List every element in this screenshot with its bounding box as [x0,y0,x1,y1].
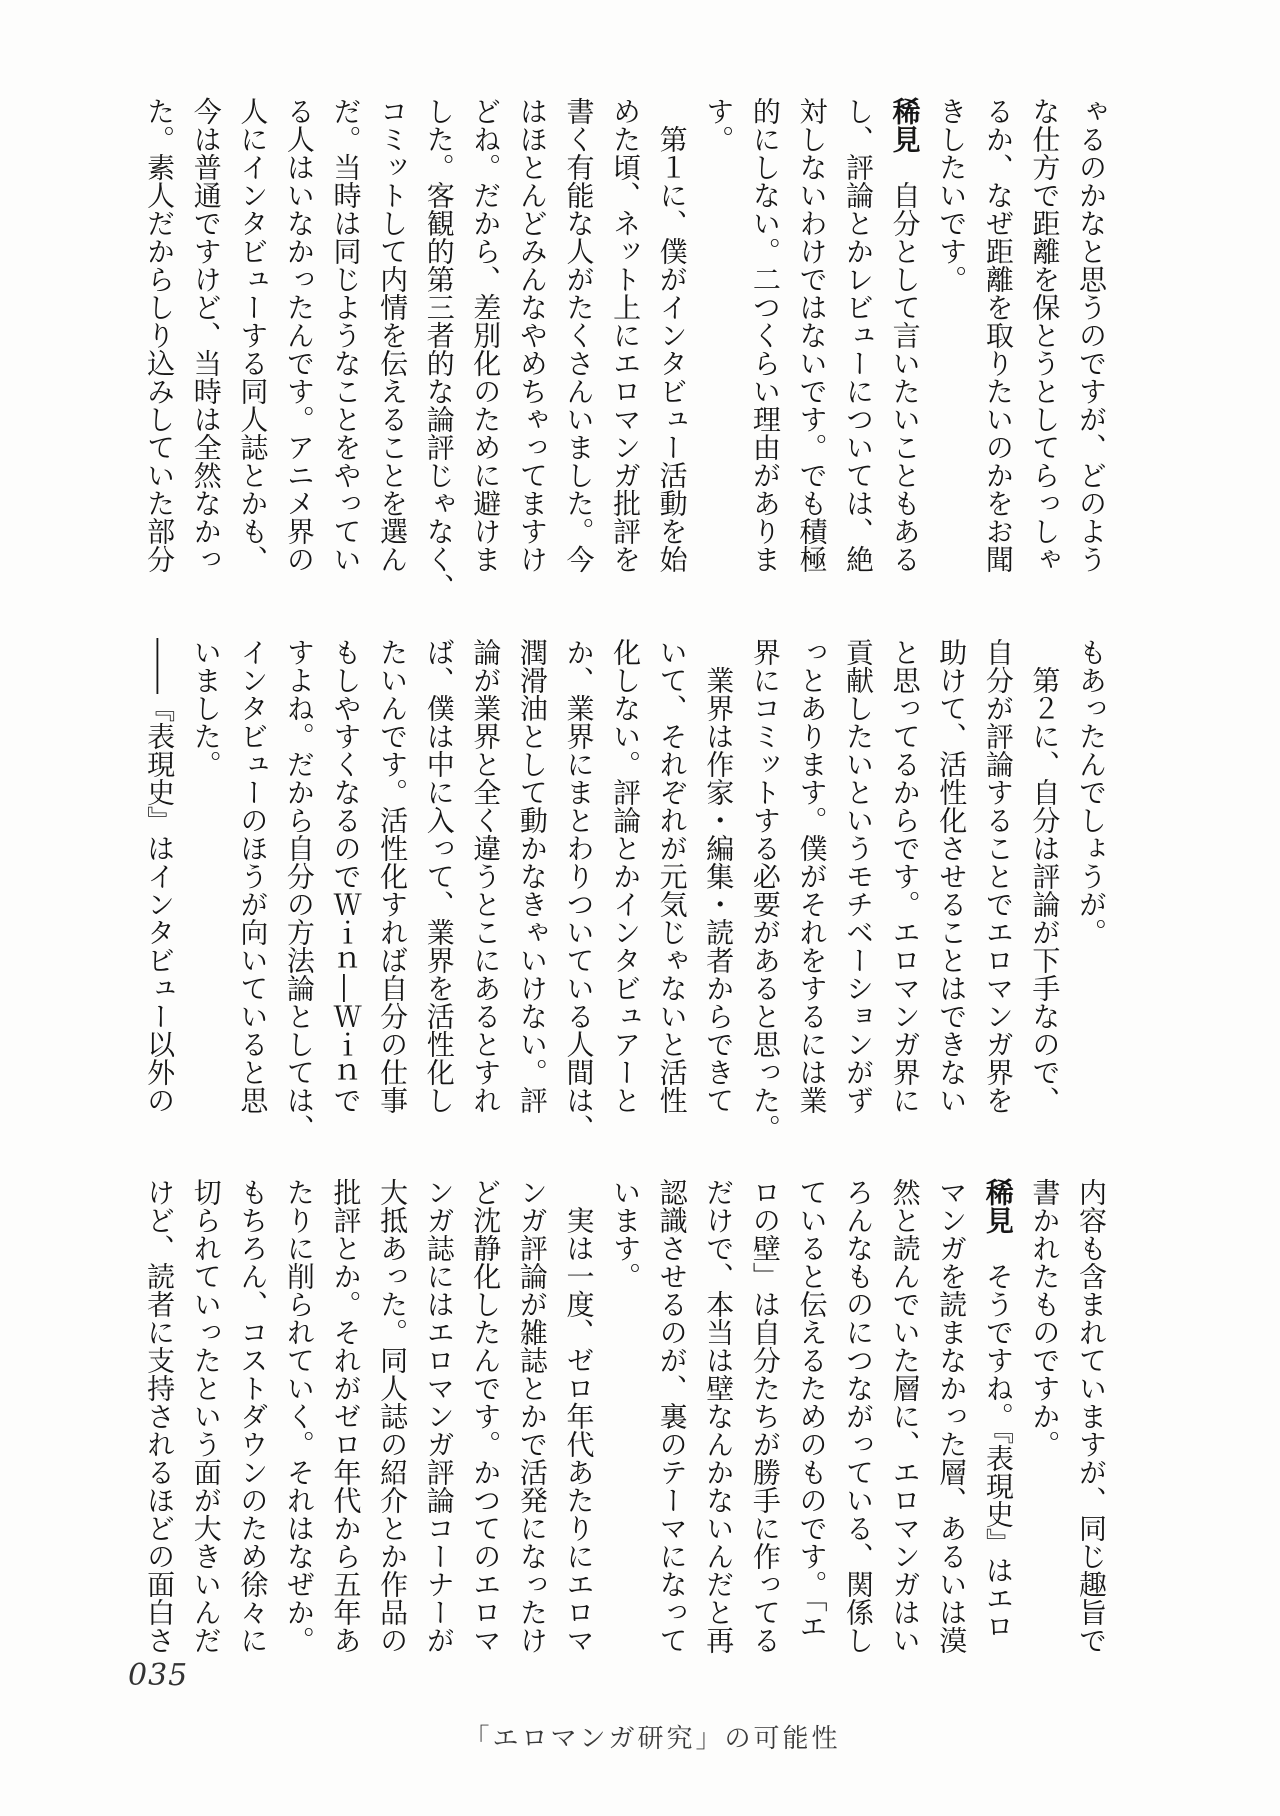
text-column: る人はいなかったんです。アニメ界の [282,97,316,573]
text-column: か、業界にまとわりついている人間は、 [562,638,596,1142]
text-column: ば、僕は中に入って、業界を活性化し [422,638,456,1114]
text-column: 認識させるのが、裏のテーマになって [655,1178,689,1654]
text-column: います。 [609,1178,643,1290]
text-column: 内容も含まれていますが、同じ趣旨で [1075,1178,1108,1654]
text-column: ンガ誌にはエロマンガ評論コーナーが [422,1178,456,1654]
speech-text: 自分として言いたいこともある [888,153,922,573]
text-column: だ。当時は同じようなことをやってい [329,97,363,573]
text-column: きしたいです。 [935,97,969,293]
text-column: 的にしない。二つくらい理由がありま [748,97,782,573]
bottom-tier [134,1178,1114,1654]
speaker-label: 稀見 [888,97,922,153]
text-column: たいんです。活性化すれば自分の仕事 [376,638,410,1114]
text-column: 第２に、自分は評論が下手なので、 [1028,638,1062,1114]
text-column: 然と読んでいた層に、エロマンガはい [888,1178,922,1654]
page-number: 035 [128,1658,189,1693]
text-column: ロの壁」は自分たちが勝手に作ってる [748,1178,782,1654]
text-column: した。客観的第三者的な論評じゃなく、 [422,97,456,601]
text-column: はほとんどみんなやめちゃってますけ [515,97,549,573]
text-column: ンガ評論が雑誌とかで活発になったけ [515,1178,549,1654]
text-column: いました。 [189,638,223,778]
text-column: マンガを読まなかった層、あるいは漠 [935,1178,969,1654]
middle-tier [134,638,1114,1142]
text-column: な仕方で距離を保とうとしてらっしゃ [1028,97,1062,573]
text-column: るか、なぜ距離を取りたいのかをお聞 [981,97,1015,573]
text-column: もあったんでしょうが。 [1075,638,1108,946]
text-column: 切られていったという面が大きいんだ [189,1178,223,1654]
text-column [974,1178,1021,1654]
text-column: 助けて、活性化させることはできない [935,638,969,1114]
text-column: 実は一度、ゼロ年代あたりにエロマ [562,1178,596,1654]
text-column: 大抵あった。同人誌の紹介とか作品の [376,1178,410,1654]
text-column: ゃるのかなと思うのですが、どのよう [1075,97,1108,573]
text-column: だけで、本当は壁なんかないんだと再 [702,1178,736,1654]
text-column: 今は普通ですけど、当時は全然なかっ [189,97,223,573]
text-column: 潤滑油として動かなきゃいけない。評 [515,638,549,1114]
text-column: けど、読者に支持されるほどの面白さ [143,1178,177,1654]
text-column: めた頃、ネット上にエロマンガ批評を [609,97,643,573]
text-column: ていると伝えるためのものです。「エ [795,1178,829,1640]
text-column: ど沈静化したんです。かつてのエロマ [469,1178,503,1654]
text-column: 化しない。評論とかインタビュアーと [609,638,643,1114]
text-column: し、評論とかレビューについては、絶 [842,97,876,573]
text-column: どね。だから、差別化のために避けま [469,97,503,573]
text-column: 批評とか。それがゼロ年代から五年あ [329,1178,363,1654]
text-column: すよね。だから自分の方法論としては、 [282,638,316,1142]
text-column: いて、それぞれが元気じゃないと活性 [655,638,689,1114]
text-column: もしやすくなるのでＷｉｎ―Ｗｉｎで [329,638,363,1114]
text-column: 界にコミットする必要があると思った。 [748,638,782,1142]
text-column: 第１に、僕がインタビュー活動を始 [655,97,689,573]
text-column: 自分が評論することでエロマンガ界を [981,638,1015,1114]
text-column: たりに削られていく。それはなぜか。 [282,1178,316,1654]
text-column: 書かれたものですか。 [1028,1178,1062,1458]
text-column: インタビューのほうが向いていると思 [236,638,270,1114]
text-column: す。 [702,97,736,153]
text-column: っとあります。僕がそれをするには業 [795,638,829,1114]
text-column: ろんなものにつながっている、関係し [842,1178,876,1654]
running-title: 「エロマンガ研究」の可能性 [463,1724,841,1754]
speech-text: そうですね。『表現史』はエロ [981,1234,1015,1640]
top-tier [134,97,1114,601]
text-column: 業界は作家・編集・読者からできて [702,638,736,1114]
text-column: ――『表現史』はインタビュー以外の [143,638,177,1114]
speaker-label: 稀見 [981,1178,1015,1234]
text-column: た。素人だからしり込みしていた部分 [143,97,177,573]
text-column: と思ってるからです。エロマンガ界に [888,638,922,1114]
text-column: コミットして内情を伝えることを選ん [376,97,410,573]
text-column: もちろん、コストダウンのため徐々に [236,1178,270,1654]
text-column [881,97,928,573]
text-column: 対しないわけではないです。でも積極 [795,97,829,573]
text-column: 人にインタビューする同人誌とかも、 [236,97,270,573]
text-column: 論が業界と全く違うとこにあるとすれ [469,638,503,1114]
text-column: 貢献したいというモチベーションがず [842,638,876,1114]
text-column: 書く有能な人がたくさんいました。今 [562,97,596,573]
